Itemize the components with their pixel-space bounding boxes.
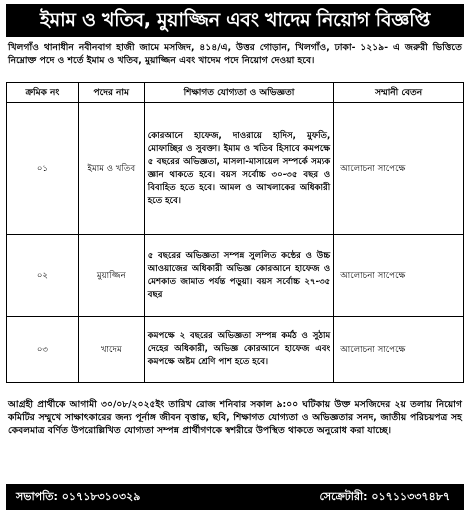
row-serial: ০২	[7, 235, 79, 317]
row-requirements: কোরআনে হাফেজ, দাওরায়ে হাদিস, মুফতি, মোফাচ্ছির ও সুবক্তা। ইমাম ও খতিব হিসাবে কমপক্ষে ৫ বছরের অভিজ্ঞতা, মাসলা-মাসায়েল সম্পর্কে সম্যক জ্ঞান থাকতে হবে। বয়স সর্বোচ্চ ৩০-৩৫ বছর ও বিবাহিত হতে হবে। আমল ও আখলাকের অধিকারী হতে হবে।	[144, 103, 334, 235]
row-post: খাদেম	[78, 317, 144, 383]
positions-table	[6, 82, 464, 383]
row-requirements: কমপক্ষে ২ বছরের অভিজ্ঞতা সম্পন্ন কর্মঠ ও সুঠাম দেহের অধিকারী, অভিজ্ঞ কোরআনে হাফেজ এবং কমপক্ষে অষ্টম শ্রেণি পাশ হতে হবে।	[144, 317, 334, 383]
intro-paragraph: খিলগাঁও থানাধীন নবীনবাগ হাজী জামে মসজিদ, ৪১৪/এ, উত্তর গোড়ান, খিলগাঁও, ঢাকা- ১২১৯- এ জরুরী ভিত্তিতে নিম্নোক্ত পদে ও শর্তে ইমাম ও খতিব, মুয়াজ্জিন এবং খাদেম পদে নিয়োগ দেওয়া হবে।	[8, 42, 462, 66]
header-salary: সম্মানী বেতন	[334, 83, 464, 103]
row-requirements: ৫ বছরের অভিজ্ঞতা সম্পন্ন সুললিত কন্ঠের ও উচ্চ আওয়াজের অধিকারী অভিজ্ঞ কোরআনে হাফেজ ও মেশকাত জামাত পর্যন্ত পড়ুয়া। বয়স সর্বোচ্চ ২৭-৩৫ বছর	[144, 235, 334, 317]
header-post: পদের নাম	[78, 83, 144, 103]
instructions-paragraph: আগ্রহী প্রার্থীকে আগামী ৩০/০৮/২০২৫ইং তারিখ রোজ শনিবার সকাল ৯:০০ ঘটিকায় উক্ত মসজিদের ২য় তলায় নিয়োগ কমিটির সম্মুখে সাক্ষাৎকারের জন্য পূর্নাঙ্গ জীবন বৃত্তান্ত, ছবি, শিক্ষাগত যোগ্যতা ও অভিজ্ঞতার সনদ, জাতীয় পরিচয়পত্র সহ কেবলমাত্র বর্ণিত উপরোল্লিখিত যোগ্যতা সম্পন্ন প্রার্থীগণকে স্বশরীরে উপস্থিত থাকতে অনুরোধ করা যাচ্ছে।	[8, 399, 462, 436]
row-salary: আলোচনা সাপেক্ষে	[334, 235, 464, 317]
row-post: ইমাম ও খতিব	[78, 103, 144, 235]
header-serial: ক্রমিক নং	[7, 83, 79, 103]
president-contact: সভাপতি: ০১৭১৮৩১০৩২৯	[16, 490, 141, 503]
header-requirements: শিক্ষাগত যোগ্যতা ও অভিজ্ঞতা	[144, 83, 334, 103]
row-salary: আলোচনা সাপেক্ষে	[334, 317, 464, 383]
notice-title: ইমাম ও খতিব, মুয়াজ্জিন এবং খাদেম নিয়োগ বিজ্ঞপ্তি	[6, 4, 464, 37]
row-serial: ০১	[7, 103, 79, 235]
table-header-row	[7, 83, 464, 103]
row-salary: আলোচনা সাপেক্ষে	[334, 103, 464, 235]
row-post: মুয়াজ্জিন	[78, 235, 144, 317]
contact-bar	[6, 484, 464, 510]
secretary-contact: সেক্রেটারী: ০১৭১১৩৩৭৪৮৭	[319, 490, 450, 503]
table-row	[7, 235, 464, 317]
table-row	[7, 103, 464, 235]
row-serial: ০৩	[7, 317, 79, 383]
table-row	[7, 317, 464, 383]
